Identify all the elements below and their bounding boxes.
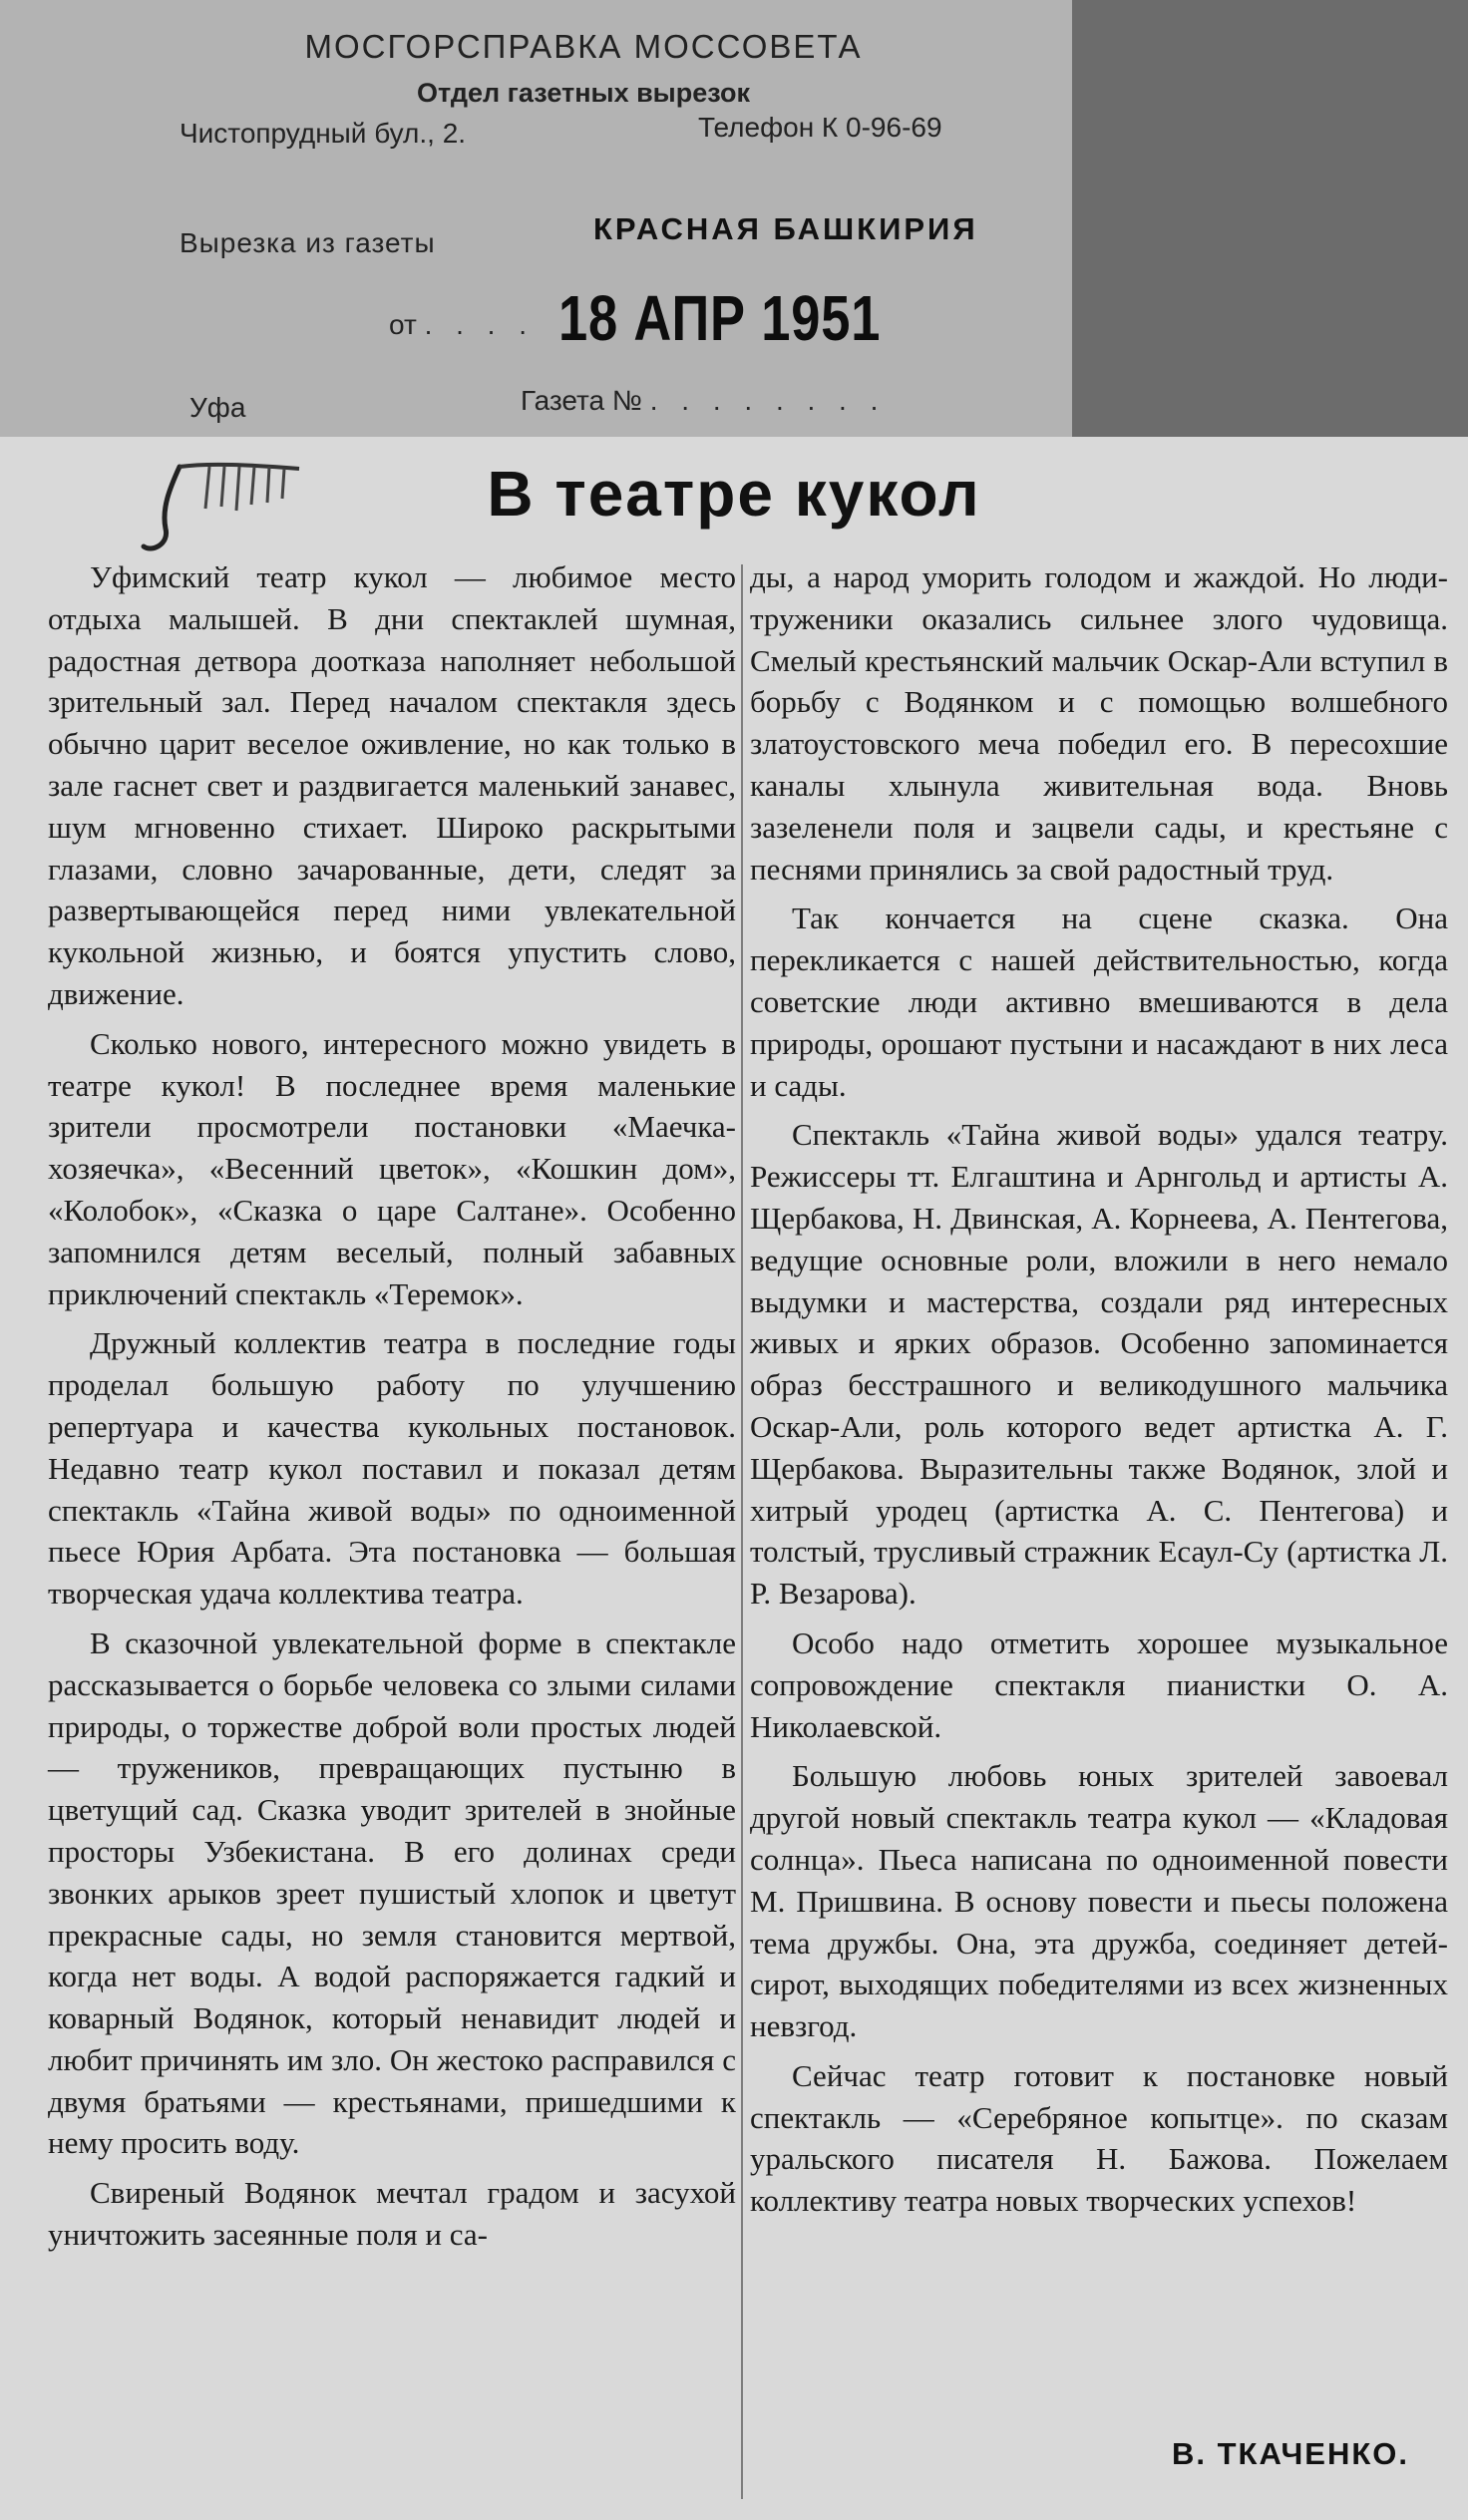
clipping-label: Вырезка из газеты: [180, 227, 436, 258]
clipping-bureau-header: [0, 0, 1072, 437]
paragraph: Особо надо отметить хорошее музыкальное сопровождение спектакля пианистки О. А. Николаевской.: [750, 1624, 1448, 1744]
paragraph: В сказочной увлекательной форме в спектакле рассказывается о борьбе человека со злыми силами природы, о торжестве доброй воли простых людей — тружеников, превращающих пустыню в цветущий сад. Сказка уводит зрителей в знойные просторы Узбекистана. В его долинах среди звонких арыков зреет пушистый хлопок и цветут прекрасные сады, но земля становится мертвой, когда нет воды. А водой распоряжается гадкий и коварный Водянок, который ненавидит людей и любит причинять им зло. Он жестоко расправился с двумя братьями — крестьянами, пришедшими к нему просить воду.: [48, 1624, 736, 2161]
article-title: В театре кукол: [487, 458, 981, 530]
paragraph: Так кончается на сцене сказка. Она перекликается с нашей действительностью, когда советские люди активно вмешиваются в дела природы, орошают пустыни и насаждают в них леса и сады.: [750, 900, 1448, 1103]
paragraph: Большую любовь юных зрителей завоевал другой новый спектакль театра кукол — «Кладовая солнца». Пьеса написана по одноименной повести М. Пришвина. В основу повести и пьесы положена тема дружбы. Она, эта дружба, соединяет детей-сирот, выходящих победителями из всех жизненных невзгод.: [750, 1758, 1448, 2044]
from-text: от: [389, 309, 417, 340]
paragraph: Спектакль «Тайна живой воды» удался театру. Режиссеры тт. Елгаштина и Арнгольд и артисты А. Щербакова, Н. Двинская, А. Корнеева, А. Пентегова, ведущие основные роли, вложили в него немало выдумки и мастерства, создали ряд интересных живых и ярких образов. Особенно запоминается образ бесстрашного и великодушного мальчика Оскар-Али, роль которого ведет артистка А. Г. Щербакова. Выразительны также Водянок, злой и хитрый уродец (артистка А. С. Пентегова) и толстый, трусливый стражник Есаул-Су (артистка Л. Р. Везарова).: [750, 1117, 1448, 1612]
article-column-right: [750, 556, 1448, 2230]
gazeta-number: Газета № . . . . . . . .: [521, 385, 887, 416]
department-name: Отдел газетных вырезок: [416, 78, 751, 108]
column-divider: [741, 564, 743, 2499]
gazeta-number-label: Газета №: [521, 385, 642, 416]
author-byline: В. ТКАЧЕНКО.: [1172, 2436, 1409, 2471]
paragraph: Дружный коллектив театра в последние годы проделал большую работу по улучшению репертуара и качества кукольных постановок. Недавно театр кукол поставил и показал детям спектакль «Тайна живой воды» по одноименной пьесе Юрия Арбата. Эта постановка — большая творческая удача коллектива театра.: [48, 1325, 736, 1612]
paragraph: Уфимский театр кукол — любимое место отдыха малышей. В дни спектаклей шумная, радостная детвора доотказа наполняет небольшой зрительный зал. Перед началом спектакля здесь обычно царит веселое оживление, но как только в зале гаснет свет и раздвигается маленький занавес, шум мгновенно стихает. Широко раскрытыми глазами, словно зачарованные, дети, следят за развертывающейся перед ними увлекательной кукольной жизнью, и боятся упустить слово, движение.: [48, 559, 736, 1011]
date-stamp: 18 АПР 1951: [558, 282, 882, 354]
paragraph: Сейчас театр готовит к постановке новый спектакль — «Серебряное копытце». по сказам уральского писателя Н. Бажова. Пожелаем коллективу театра новых творческих успехов!: [750, 2057, 1448, 2219]
newspaper-clipping: [0, 437, 1468, 2520]
agency-name: МОСГОРСПРАВКА МОССОВЕТА: [304, 28, 863, 65]
from-label: от . . . .: [389, 309, 536, 340]
paragraph: Сколько нового, интересного можно увидеть в театре кукол! В последнее время маленькие зрители просмотрели постановки «Маечка-хозяечка», «Весенний цветок», «Кошкин дом», «Колобок», «Сказка о царе Салтане». Особенно запомнился детям веселый, полный забавных приключений спектакль «Теремок».: [48, 1025, 736, 1311]
newspaper-name: КРАСНАЯ БАШКИРИЯ: [593, 211, 978, 246]
bureau-address: Чистопрудный бул., 2.: [180, 118, 467, 149]
bureau-phone: Телефон К 0-96-69: [698, 112, 942, 143]
paragraph: Свиреный Водянок мечтал градом и засухой уничтожить засеянные поля и са-: [48, 2175, 736, 2253]
paragraph: ды, а народ уморить голодом и жаждой. Но люди-труженики оказались сильнее злого чудовища. Смелый крестьянский мальчик Оскар-Али вступил в борьбу с Водянком и с помощью волшебного златоустовского меча победил его. В пересохшие каналы хлынула живительная вода. Вновь зазеленели поля и зацвели сады, и крестьяне с песнями принялись за свой радостный труд.: [750, 559, 1448, 887]
article-column-left: [48, 556, 736, 2264]
city-name: Уфа: [189, 392, 246, 423]
